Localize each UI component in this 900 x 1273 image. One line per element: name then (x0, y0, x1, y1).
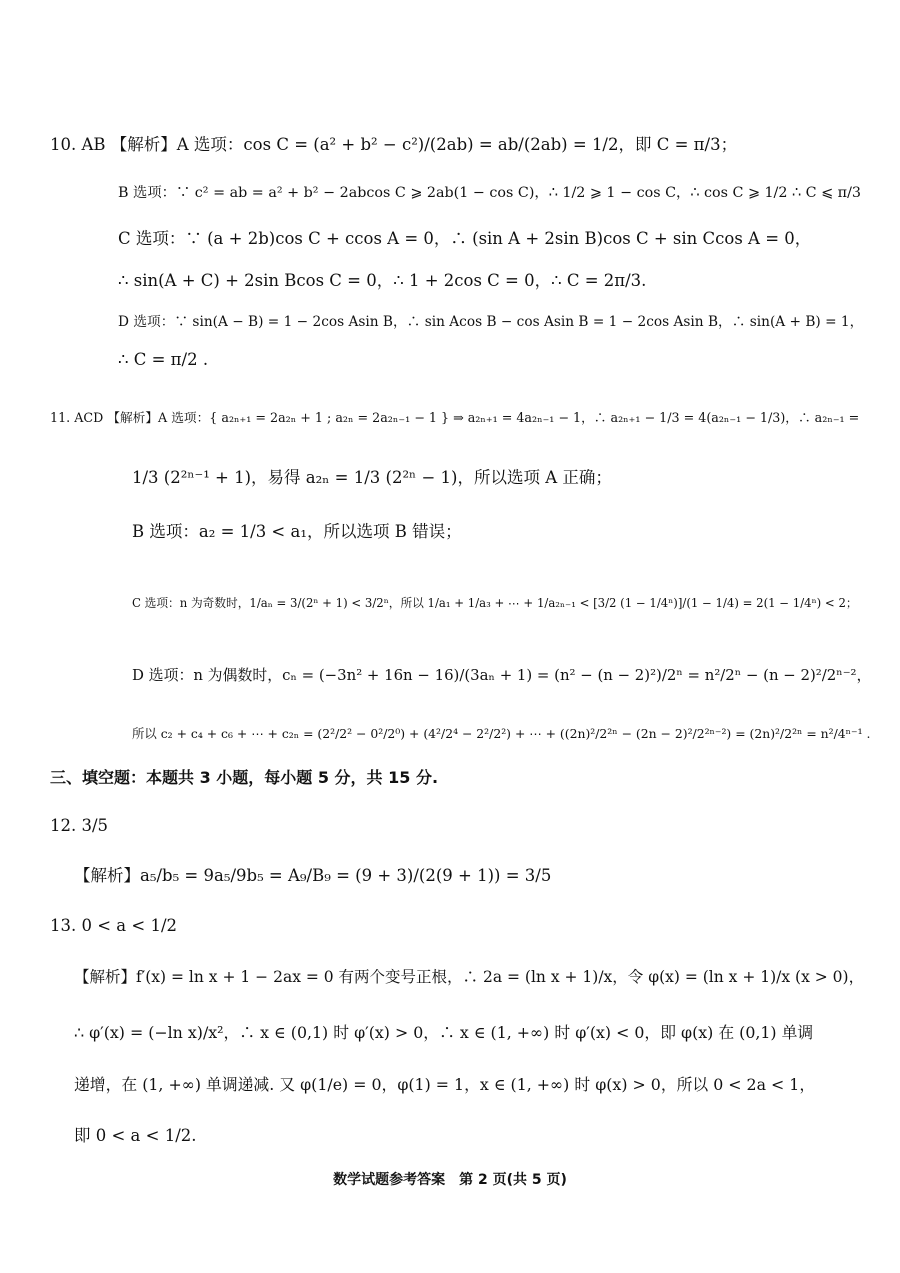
q11-option-a-cont: 1/3 (2²ⁿ⁻¹ + 1)，易得 a₂ₙ = 1/3 (2²ⁿ − 1)，所以选项 A 正确； (132, 468, 612, 487)
q12-answer: 12. 3/5 (50, 816, 109, 835)
q11-option-c: C 选项：n 为奇数时，1/aₙ = 3/(2ⁿ + 1) < 3/2ⁿ，所以 1/a₁ + 1/a₃ + ⋯ + 1/a₂ₙ₋₁ < [3/2 (1 − 1/4ⁿ)]/(1 − 1/4) = 2(1 − 1/4ⁿ) < 2； (132, 596, 858, 610)
q11-option-d-2: 所以 c₂ + c₄ + c₆ + ⋯ + c₂ₙ = (2²/2² − 0²/2⁰) + (4²/2⁴ − 2²/2²) + ⋯ + ((2n)²/2²ⁿ − (2n − 2)²/2²ⁿ⁻²) = (2n)²/2²ⁿ = n²/4ⁿ⁻¹ . (132, 726, 871, 741)
q11-head: 11. ACD 【解析】A 选项：{ a₂ₙ₊₁ = 2a₂ₙ + 1 ; a₂ₙ = 2a₂ₙ₋₁ − 1 } ⇒ a₂ₙ₊₁ = 4a₂ₙ₋₁ − 1，∴ a₂ₙ₊₁ − 1/3 = 4(a₂ₙ₋₁ − 1/3)，∴ a₂ₙ₋₁ = (50, 410, 860, 425)
q11-option-d-1: D 选项：n 为偶数时，cₙ = (−3n² + 16n − 16)/(3aₙ + 1) = (n² − (n − 2)²)/2ⁿ = n²/2ⁿ − (n − 2)²/2ⁿ⁻²， (132, 666, 872, 684)
q10-option-d-2: ∴ C = π/2 . (118, 350, 209, 369)
q12-analysis: 【解析】a₅/b₅ = 9a₅/9b₅ = A₉/B₉ = (9 + 3)/(2(9 + 1)) = 3/5 (74, 866, 552, 885)
q13-line-2: ∴ φ′(x) = (−ln x)/x²，∴ x ∈ (0,1) 时 φ′(x) > 0，∴ x ∈ (1, +∞) 时 φ′(x) < 0，即 φ(x) 在 (0,1) 单调 (74, 1023, 814, 1042)
q10-option-d-1: D 选项：∵ sin(A − B) = 1 − 2cos Asin B，∴ sin Acos B − cos Asin B = 1 − 2cos Asin B，∴ sin(A + B) = 1， (118, 314, 864, 330)
q11-option-b: B 选项：a₂ = 1/3 < a₁，所以选项 B 错误； (132, 522, 462, 541)
q10-head: 10. AB 【解析】A 选项：cos C = (a² + b² − c²)/(2ab) = ab/(2ab) = 1/2，即 C = π/3； (50, 135, 738, 154)
section-3-title: 三、填空题：本题共 3 小题，每小题 5 分，共 15 分. (50, 768, 439, 787)
q13-line-1: 【解析】f′(x) = ln x + 1 − 2ax = 0 有两个变号正根，∴ 2a = (ln x + 1)/x，令 φ(x) = (ln x + 1)/x (x > 0)， (74, 968, 865, 986)
q13-line-4: 即 0 < a < 1/2. (74, 1126, 197, 1145)
q10-option-b: B 选项：∵ c² = ab = a² + b² − 2abcos C ⩾ 2ab(1 − cos C)，∴ 1/2 ⩾ 1 − cos C，∴ cos C ⩾ 1/2 ∴ C ⩽ π/3 (118, 185, 861, 201)
q13-line-3: 递增，在 (1, +∞) 单调递减. 又 φ(1/e) = 0，φ(1) = 1，x ∈ (1, +∞) 时 φ(x) > 0，所以 0 < 2a < 1， (74, 1075, 816, 1094)
q13-answer: 13. 0 < a < 1/2 (50, 916, 178, 935)
q10-option-c-2: ∴ sin(A + C) + 2sin Bcos C = 0，∴ 1 + 2cos C = 0，∴ C = 2π/3. (118, 271, 647, 290)
q10-option-c-1: C 选项：∵ (a + 2b)cos C + ccos A = 0，∴ (sin A + 2sin B)cos C + sin Ccos A = 0， (118, 229, 812, 248)
page-footer: 数学试题参考答案 第 2 页(共 5 页) (333, 1172, 567, 1188)
